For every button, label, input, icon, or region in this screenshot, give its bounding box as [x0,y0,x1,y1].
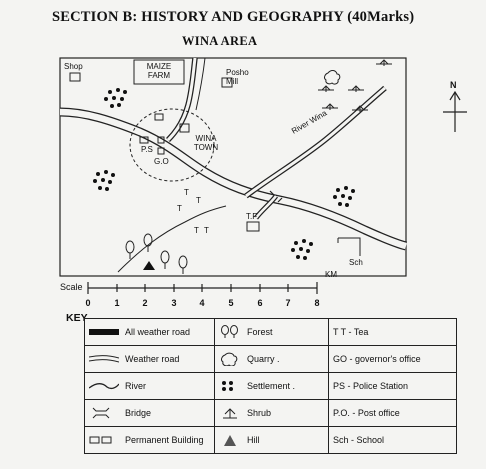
key-cell [215,373,329,400]
scale-tick-2: 2 [142,298,148,308]
km-label: KM [325,270,337,279]
key-row [85,400,457,427]
scale-tick-5: 5 [228,298,234,308]
wina-town-label [188,134,224,152]
key-text: T T - Tea [333,327,369,337]
key-text: Settlement . [247,381,296,391]
key-cell [329,400,457,427]
key-row [85,373,457,400]
key-text: PS - Police Station [333,381,409,391]
quarry [325,70,340,84]
bridge-symbol [89,407,119,419]
key-cell [85,427,215,454]
settlement-nw [104,88,127,108]
ps-label: P.S [141,145,153,154]
map-frame [60,58,406,276]
key-row [85,346,457,373]
key-text: Quarry . [247,354,280,364]
tea-4: T [194,226,199,235]
key-cell [329,346,457,373]
key-text: Shrub [247,408,272,418]
town-building-1 [155,114,163,120]
key-cell [85,346,215,373]
hill-symbol [219,433,241,447]
scale-tick-7: 7 [285,298,291,308]
scale-bar [88,282,317,294]
quarry-symbol [219,352,241,366]
settlement-e [333,186,355,207]
key-cell [85,373,215,400]
tf-label: T.F [246,212,258,221]
key-row [85,427,457,454]
key-cell [329,319,457,346]
key-text: Hill [247,435,260,445]
settlement-s [291,239,313,260]
key-text: Bridge [125,408,152,418]
scale-tick-3: 3 [171,298,177,308]
wina-town-label-1: WINA [195,134,217,143]
key-cell [85,319,215,346]
settlement-symbol [219,379,241,393]
shrub-symbol [219,406,241,420]
key-text: All weather road [125,327,191,337]
settlement-w [93,170,115,191]
scale-tick-8: 8 [314,298,320,308]
scale-tick-1: 1 [114,298,120,308]
weather-road-symbol [89,354,119,364]
posho-mill-label-1: Posho [226,68,249,77]
key-text: Permanent Building [125,435,204,445]
track [118,206,226,272]
tf-building [247,222,259,231]
key-text: Forest [247,327,273,337]
north-arrow [443,92,467,132]
key-text: Sch - School [333,435,385,445]
key-row [85,319,457,346]
go-label: G.O [154,157,169,166]
river-wina-label: River Wina [290,108,329,136]
tea-5: T [204,226,209,235]
scale-tick-6: 6 [257,298,263,308]
forest [126,234,187,274]
shrubs [318,60,392,112]
key-title: KEY [66,312,88,324]
posho-mill-label-2: Mill [226,77,238,86]
scale-label: Scale [60,282,83,292]
wina-town-label-2: TOWN [193,143,219,152]
maize-farm-label [134,62,184,80]
scale-tick-4: 4 [199,298,205,308]
permanent-building-symbol [89,435,119,445]
shop-label: Shop [64,62,83,71]
key-table [84,318,457,454]
section-title: SECTION B: HISTORY AND GEOGRAPHY (40Marks) [52,9,415,25]
all-weather-road-symbol [89,327,119,337]
sch-label: Sch [349,258,363,267]
hill [143,261,155,270]
key-text: River [125,381,147,391]
key-cell [215,319,329,346]
key-text: Weather road [125,354,180,364]
key-cell [215,346,329,373]
key-cell [215,400,329,427]
scale-tick-0: 0 [85,298,91,308]
weather-road-east [196,58,205,110]
tea-2: T [196,196,201,205]
key-text: GO - governor's office [333,354,421,364]
tea-3: T [177,204,182,213]
key-text: P.O. - Post office [333,408,400,418]
key-cell [85,400,215,427]
shop-building [70,73,80,81]
maize-farm-label-1: MAIZE [146,62,172,71]
tea-1: T [184,188,189,197]
key-cell [215,427,329,454]
map-title: WINA AREA [182,34,258,48]
posho-mill-label [226,68,249,86]
forest-symbol [219,325,241,339]
school [338,238,360,256]
key-cell [329,427,457,454]
key-cell [329,373,457,400]
river-symbol [89,381,119,391]
maize-farm-label-2: FARM [147,71,171,80]
north-label: N [450,80,457,90]
